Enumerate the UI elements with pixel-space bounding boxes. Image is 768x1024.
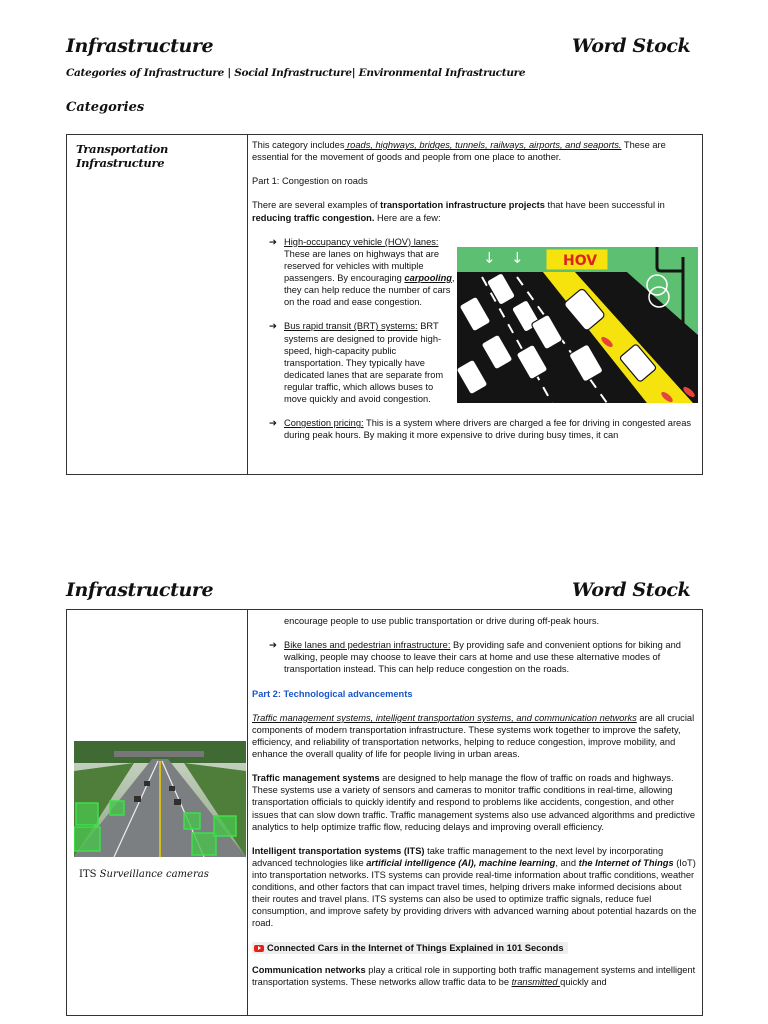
pricing-link[interactable]: Congestion pricing: (284, 418, 364, 429)
paragraph-its: Intelligent transportation systems (ITS) take traffic management to the next level by incorporating advanced technologies like artificial intelligence (AI), machine learning, and the Internet of Things (IoT) into transportation networks. ITS systems can provide real-time information about traffic conditions, weather conditions, and other factors that can impact travel times, helping drivers make informed decisions about their routes and travel plans. ITS systems can also be used to optimize traffic signals, reduce fuel consumption, and improve safety by providing drivers with advanced warning about potential hazards on the road. (252, 845, 697, 929)
hov-lane-illustration (457, 247, 698, 403)
brt-link[interactable]: Bus rapid transit (BRT) systems: (284, 321, 418, 332)
continued-text: encourage people to use public transportation or drive during off-peak hours. (284, 616, 600, 626)
row-content-cell (248, 135, 703, 475)
paragraph-traffic-management: Traffic management systems are designed to help manage the flow of traffic on roads and highways. These systems use a variety of sensors and cameras to monitor traffic conditions in real-time, allowing transportation officials to quickly identify and respond to problems like accidents, congestion, and other issues that can slow down traffic. Traffic management systems also use advanced algorithms and predictive analytics to help optimize traffic flow, reducing delays and improving overall efficiency. (252, 773, 696, 832)
video-link-row (252, 942, 697, 954)
its-surveillance-photo (74, 741, 246, 857)
page1-subtitle: Categories of Infrastructure | Social Infrastructure| Environmental Infrastructure (66, 67, 526, 79)
right-arrow-icon: ➔ (269, 236, 277, 247)
hov-sign-text: HOV (563, 253, 598, 269)
carpooling-link[interactable]: carpooling (404, 273, 452, 284)
part2-heading: Part 2: Technological advancements (252, 688, 413, 699)
its-image-cell (67, 610, 248, 1016)
list-item-bike: ➔ Bike lanes and pedestrian infrastructure: By providing safe and convenient options for biking and walking, people may choose to leave their cars at home and use these alternative modes of transportation instead. This can help reduce congestion on the roads. (269, 640, 681, 675)
bike-link[interactable]: Bike lanes and pedestrian infrastructure: (284, 640, 451, 651)
page1-header-left: Infrastructure (66, 35, 214, 57)
page2-header-left: Infrastructure (66, 579, 214, 601)
row-title-cell (67, 135, 248, 475)
part1-heading: Part 1: Congestion on roads (252, 176, 368, 187)
its-table (66, 609, 703, 1016)
list-item-brt: ➔ Bus rapid transit (BRT) systems: BRT systems are designed to provide high-speed, high-capacity public transportation. They typically have dedicated lanes that are separate from regular traffic, which allows buses to move quickly and avoid congestion. (269, 321, 444, 404)
transmitted-link[interactable]: transmitted (511, 976, 561, 987)
right-arrow-icon: ➔ (269, 418, 277, 429)
page2-header-right: Word Stock (572, 579, 691, 601)
section-heading: Categories (66, 100, 145, 115)
svg-text:↓: ↓ (483, 249, 496, 267)
hov-link[interactable]: High-occupancy vehicle (HOV) lanes: (284, 236, 439, 247)
video-link[interactable]: Connected Cars in the Internet of Things Explained in 101 Seconds (252, 942, 568, 954)
intro-paragraph: This category includes roads, highways, bridges, tunnels, railways, airports, and seaports. These are essential for the movement of goods and people from one place to another. (252, 140, 666, 163)
svg-text:↓: ↓ (511, 249, 524, 267)
right-arrow-icon: ➔ (269, 321, 277, 332)
page2-content (248, 610, 702, 1015)
page1-header-right: Word Stock (572, 35, 691, 57)
list-item-hov: ➔ High-occupancy vehicle (HOV) lanes: These are lanes on highways that are reserved for vehicles with multiple passengers. By encouraging carpooling, they can help reduce the number of cars on the road and ease congestion. (269, 236, 455, 308)
systems-link[interactable]: Traffic management systems, intelligent transportation systems, and communication networks (252, 712, 637, 723)
intro-link[interactable]: roads, highways, bridges, tunnels, railways, airports, and seaports. (344, 140, 622, 150)
photo-caption: ITS Surveillance cameras (79, 869, 209, 880)
categories-table (66, 134, 703, 475)
paragraph-communication: Communication networks play a critical role in supporting both traffic management systems and intelligent transportation systems. These networks allow traffic data to be transmitted quickly and (252, 964, 696, 987)
list-item-pricing: ➔ Congestion pricing: This is a system where drivers are charged a fee for driving in congested areas during peak hours. By making it more expensive to drive during busy times, it can (269, 418, 692, 441)
its-content-cell (248, 610, 703, 1016)
paragraph-overview: Traffic management systems, intelligent transportation systems, and communication networks are all crucial components of modern transportation infrastructure. These systems work together to improve the safety, efficiency, and reliability of transportation networks, helping to reduce congestion, improve mobility, and enhance the overall quality of life for people living in urban areas. (252, 712, 695, 760)
youtube-icon (254, 945, 264, 952)
row-title: Transportation Infrastructure (76, 142, 169, 170)
right-arrow-icon: ➔ (269, 640, 277, 651)
examples-paragraph: There are several examples of transportation infrastructure projects that have been successful in reducing traffic congestion. Here are a few: (252, 200, 665, 223)
